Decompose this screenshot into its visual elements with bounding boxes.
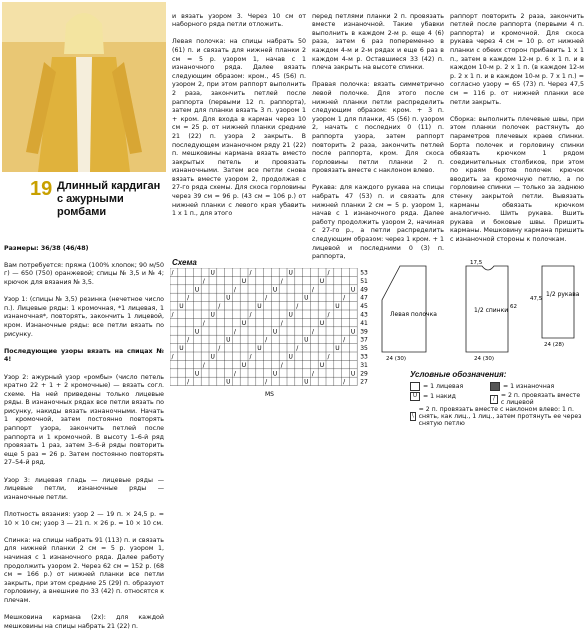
chart-row-label: 51 bbox=[360, 277, 368, 285]
chart-stitch-symbol: / bbox=[311, 370, 314, 378]
chart-stitch-symbol: U bbox=[194, 286, 200, 294]
ssk-symbol: \ bbox=[411, 413, 414, 419]
chart-stitch-symbol: U bbox=[210, 311, 215, 319]
pattern-2: Узор 2: ажурный узор «ромбы» (число петель кратно 22 + 1 + 2 кромочные) — вязать согл. схеме. На ней приведены только лицевые ряды. В изнаночных рядах все петли вязать по рисунку, накиды вязать изнаночными. Начать 1 кромочной, затем постоянно повторять раппорт узора, закончить петлей после раппорта и 1 кромочной. В высоту 1–6-й ряд провязать 1 раз, затем 3–6-й ряды повторить еще 5 раз = 26 р. Затем постоянно повторять 27–54-й ряд. bbox=[4, 373, 164, 467]
chart-stitch-symbol: / bbox=[343, 378, 346, 386]
chart-row-label: 29 bbox=[360, 370, 368, 378]
chart-stitch-symbol: U bbox=[241, 277, 247, 285]
chart-row-label: 53 bbox=[360, 269, 368, 277]
chart-stitch-symbol: U bbox=[350, 370, 356, 378]
sleeve-label: 1/2 рукава bbox=[546, 291, 580, 298]
chart-stitch-symbol: U bbox=[272, 370, 278, 378]
needles-note: Последующие узоры вязать на спицах № 4! bbox=[4, 347, 164, 364]
knit-symbol bbox=[410, 382, 420, 391]
chart-stitch-symbol: / bbox=[218, 345, 221, 353]
chart-stitch-symbol: / bbox=[233, 286, 236, 294]
yarnover-symbol: U bbox=[410, 392, 420, 401]
chart-stitch-symbol: U bbox=[288, 353, 293, 361]
col2-p1: и вязать узором 3. Через 10 см от наборного ряда петли отложить. bbox=[172, 12, 306, 29]
chart-stitch-symbol: U bbox=[241, 361, 247, 369]
chart-stitch-symbol: / bbox=[265, 378, 268, 386]
chart-stitch-symbol: / bbox=[280, 361, 283, 369]
chart-stitch-symbol: U bbox=[319, 277, 325, 285]
chart-stitch-symbol: U bbox=[304, 336, 309, 344]
pattern-3: Узор 3: лицевая гладь — лицевые ряды — лицевые петли, изнаночные ряды — изнаночные петли. bbox=[4, 476, 164, 501]
schema-title: Схема bbox=[172, 258, 197, 267]
column-3 bbox=[312, 4, 444, 270]
chart-stitch-symbol: U bbox=[179, 345, 184, 353]
chart-stitch-symbol: U bbox=[350, 328, 356, 336]
chart-stitch-symbol: U bbox=[257, 303, 262, 311]
chart-stitch-symbol: U bbox=[350, 286, 356, 294]
left-front-instructions: Левая полочка: на спицы набрать 50 (61) п. и связать для нижней планки 2 см = 5 р. узором 1, начав с 1 изнаночного ряда. Далее вязать следующим образом: кром., 45 (56) п. узором 2, при этом раппорт выполнить 2 раза, закончить петлей после раппорта (первыми 12 п. раппорта), затем для планки вязать 3 п. узором 1 + кром. Для входа в карман через 10 см = 25 р. от нижней планки средние 21 (22) п. узора 2 закрыть. В последующем изнаночном ряду 21 (22) п. мешковины кармана вязать вместо закрытых петель и провязать изнаночными. Затем все петли снова вязать вместе узором 2, продолжая с 27-го ряда схемы. Для скоса горловины через 39 см = 96 р. (43 см = 106 р.) от нижней планки с левого края убавить 1 х 1 п., для этого bbox=[172, 38, 306, 218]
pocket-instructions: Мешковина кармана (2х): для каждой мешковины на спицы набрать 21 (22) п. bbox=[4, 614, 164, 630]
chart-stitch-symbol: / bbox=[187, 336, 190, 344]
chart-stitch-symbol: U bbox=[272, 286, 278, 294]
chart-stitch-symbol: / bbox=[249, 353, 252, 361]
chart-stitch-symbol: U bbox=[304, 378, 309, 386]
chart-row-label: 31 bbox=[360, 361, 368, 369]
chart-stitch-symbol: / bbox=[343, 294, 346, 302]
column-2 bbox=[172, 4, 306, 227]
chart-stitch-symbol: / bbox=[171, 269, 174, 277]
dim-left-bottom: 24 (30) bbox=[386, 356, 407, 362]
col3-p1: перед петлями планки 2 п. провязать вместе изнаночной. Такие убавки выполнить в каждом 2-м р. еще 4 (6) раза, затем 6 раз попеременно в каждом 4-м и 2-м рядах и еще 6 раз в каждом 4-м р. Оставшиеся 33 (42) п. плеча закрыть на высоте спинки. bbox=[312, 12, 444, 72]
chart-row-label: 39 bbox=[360, 328, 368, 336]
back-label: 1/2 спинки bbox=[474, 307, 509, 314]
chart-row-labels bbox=[360, 270, 368, 386]
right-front-instructions: Правая полочка: вязать симметрично левой полочке. Для этого после нижней планки петли распределить следующим образом: кром. + 3 п. узором 1 для планки, 45 (56) п. узором 2, начать с последних 0 (11) п. раппорта узора, затем раппорт повторить 2 раза, закончить петлей после раппорта, кром. Для скоса горловины петли планки 2 п. провязать вместе с наклоном влево. bbox=[312, 81, 444, 175]
chart-stitch-symbol: U bbox=[210, 353, 215, 361]
back-instructions: Спинка: на спицы набрать 91 (113) п. и связать для нижней планки 2 см = 5 р. узором 1, начиная с 1 изнаночного ряда. Далее работу продолжить узором 2. Через 62 см = 152 р. (68 см = 166 р.) от нижней планки все петли закрыть, при этом средние 25 (29) п. образуют горловину, а внешние по 33 (42) п. относятся к плечам. bbox=[4, 536, 164, 604]
chart-row-label: 35 bbox=[360, 345, 368, 353]
chart-stitch-symbol: U bbox=[226, 378, 231, 386]
chart-stitch-symbol: / bbox=[327, 269, 330, 277]
chart-row-label: 41 bbox=[360, 319, 368, 327]
cardigan-photo bbox=[2, 2, 166, 172]
column-4 bbox=[450, 4, 584, 253]
chart-stitch-symbol: / bbox=[327, 353, 330, 361]
chart-stitch-symbol: / bbox=[187, 294, 190, 302]
k2tog-symbol: / bbox=[490, 395, 498, 404]
materials: Вам потребуется: пряжа (100% хлопок; 90 м/50 г) — 650 (750) оранжевой; спицы № 3,5 и № 4; крючок для вязания № 3,5. bbox=[4, 261, 164, 286]
gauge: Плотность вязания: узор 2 — 19 п. × 24,5 р. = 10 × 10 см; узор 3 — 21 п. × 26 р. = 10 × 10 см. bbox=[4, 511, 164, 527]
chart-stitch-symbol: / bbox=[187, 378, 190, 386]
chart-stitch-symbol: U bbox=[210, 269, 215, 277]
chart-stitch-symbol: / bbox=[327, 311, 330, 319]
chart-stitch-symbol: / bbox=[171, 311, 174, 319]
chart-stitch-symbol: U bbox=[288, 311, 293, 319]
chart-ms-label: MS bbox=[265, 391, 274, 398]
left-front-piece bbox=[382, 266, 426, 352]
legend-yarnover: U = 1 накид bbox=[410, 392, 456, 401]
chart-stitch-symbol: / bbox=[296, 345, 299, 353]
legend-k2tog: / = 2 п. провязать вместе с лицевой bbox=[490, 392, 584, 406]
chart-row-label: 37 bbox=[360, 336, 368, 344]
chart-stitch-symbol: U bbox=[304, 294, 309, 302]
chart-stitch-symbol: U bbox=[241, 319, 247, 327]
chart-stitch-symbol: U bbox=[335, 345, 340, 353]
dim-sleeve-bottom: 24 (28) bbox=[544, 342, 565, 348]
pattern-1: Узор 1: (спицы № 3,5) резинка (нечетное число п.). Лицевые ряды: 1 кромочная, *1 лицевая, 1 изнаночная*, повторять, закончить 1 лицевой, кром. Изнаночные ряды: все петли вязать по рисунку. bbox=[4, 296, 164, 338]
chart-stitch-symbol: U bbox=[335, 303, 340, 311]
chart-stitch-symbol: / bbox=[202, 361, 205, 369]
chart-stitch-symbol: / bbox=[233, 328, 236, 336]
chart-stitch-symbol: / bbox=[249, 311, 252, 319]
sizes: Размеры: 36/38 (46/48) bbox=[4, 244, 89, 252]
chart-stitch-symbol: / bbox=[249, 269, 252, 277]
chart-stitch-symbol: U bbox=[272, 328, 278, 336]
chart-stitch-symbol: / bbox=[265, 336, 268, 344]
chart-stitch-symbol: / bbox=[311, 328, 314, 336]
chart-stitch-symbol: U bbox=[194, 370, 200, 378]
chart-stitch-symbol: U bbox=[226, 336, 231, 344]
chart-stitch-symbol: U bbox=[194, 328, 200, 336]
chart-stitch-symbol: / bbox=[202, 319, 205, 327]
chart-stitch-symbol: / bbox=[171, 353, 174, 361]
chart-stitch-symbol: / bbox=[202, 277, 205, 285]
chart-stitch-symbol: U bbox=[319, 361, 325, 369]
assembly-instructions: Сборка: выполнить плечевые швы, при этом планки полочек растянуть до параметров плечевых краев спинки. Борта полочек и горловину спинки обвязать крючком 1 рядом соединительных столбиков, при этом по краям бортов полочек крючок вводить за кромочную петлю, а по горловине спинки — только за заднюю стенку закрытой петли. Вывязать карманы обвязать крючком аналогично. Шить рукава. Вшить рукава и боковые швы. Пришить карманы. Мешковину кармана пришить с изнаночной стороны к полочкам. bbox=[450, 115, 584, 244]
purl-symbol bbox=[490, 382, 500, 391]
model-number: 19 bbox=[30, 178, 53, 200]
chart-row-label: 49 bbox=[360, 286, 368, 294]
chart-row-label: 33 bbox=[360, 353, 368, 361]
col4-p1: раппорт повторить 2 раза, закончить петлей после раппорта (первыми 4 п. раппорта) и кромочной. Для скоса рукава через 4 см = 10 р. от нижней планки с обеих сторон прибавить 1 х 1 п., затем в каждом 12-м р. 6 х 1 п. и в каждом 10-м р. 2 х 1 п. (в каждом 12-м р. 2 х 1 п. и в каждом 10-м р. 7 х 1 п.) = согласно узору = 65 (73) п. Через 47,5 см = 116 р. от нижней планки все петли закрыть. bbox=[450, 12, 584, 106]
chart-stitch-symbol: / bbox=[343, 336, 346, 344]
chart-row-label: 43 bbox=[360, 311, 368, 319]
legend-knit: = 1 лицевая bbox=[410, 382, 463, 391]
dim-back-height: 62 bbox=[510, 304, 517, 310]
column-1 bbox=[4, 236, 164, 640]
chart-stitch-symbol: / bbox=[296, 303, 299, 311]
sleeves-instructions: Рукава: для каждого рукава на спицы набрать 47 (53) п. и связать для нижней планки 2 см = 5 р. узором 1, начав с 1 изнаночного ряда. Далее работу продолжить узором 2, начиная с 27-го р., а петли распределить следующим образом: через 1 кром. + 1 лицевой и последними 0 (3) п. раппорта, bbox=[312, 184, 444, 261]
chart-stitch-symbol: U bbox=[288, 269, 293, 277]
chart-stitch-symbol: / bbox=[280, 277, 283, 285]
chart-stitch-symbol: / bbox=[265, 294, 268, 302]
chart-stitch-symbol: / bbox=[280, 319, 283, 327]
chart-stitch-symbol: U bbox=[179, 303, 184, 311]
model-title: Длинный кардиган с ажурными ромбами bbox=[57, 180, 161, 218]
dim-back-top: 17,5 bbox=[470, 260, 483, 266]
chart-row-label: 47 bbox=[360, 294, 368, 302]
left-front-label: Левая полочка bbox=[390, 311, 437, 318]
cardigan-photo-illustration bbox=[2, 2, 166, 172]
dim-back-bottom: 24 (30) bbox=[474, 356, 495, 362]
chart-row-label: 45 bbox=[360, 303, 368, 311]
chart-stitch-symbol: / bbox=[218, 303, 221, 311]
legend-title: Условные обозначения: bbox=[410, 370, 507, 379]
chart-stitch-symbol: U bbox=[319, 319, 325, 327]
chart-stitch-symbol: / bbox=[233, 370, 236, 378]
knitting-chart bbox=[170, 268, 368, 398]
chart-stitch-symbol: U bbox=[226, 294, 231, 302]
legend-ssk: \ = 2 п. провязать вместе с наклоном влево: 1 п. снять, как лиц., 1 лиц., затем протянуть ее через снятую петлю bbox=[411, 406, 582, 427]
chart-stitch-symbol: U bbox=[257, 345, 262, 353]
chart-grid bbox=[170, 268, 357, 386]
dim-sleeve-height: 47,5 bbox=[530, 296, 543, 302]
pattern-pieces bbox=[378, 260, 584, 364]
chart-stitch-symbol: / bbox=[311, 286, 314, 294]
legend-purl: = 1 изнаночная bbox=[490, 382, 554, 391]
chart-row-label: 27 bbox=[360, 378, 368, 386]
sleeve-piece bbox=[542, 266, 574, 338]
